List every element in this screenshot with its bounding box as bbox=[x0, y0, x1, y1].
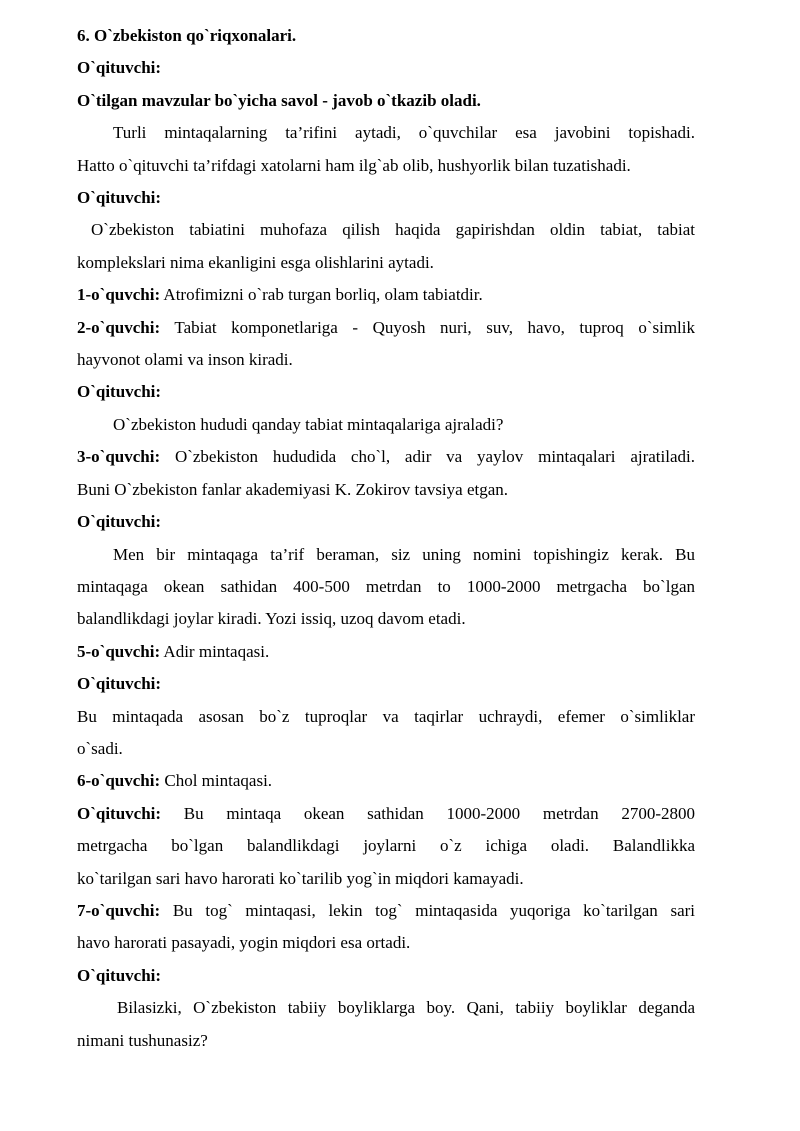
paragraph-line: nimani tushunasiz? bbox=[77, 1030, 208, 1050]
paragraph-line: metrgacha bo`lgan balandlikdagi joylarni o`z ichiga oladi. Balandlikka bbox=[77, 836, 695, 856]
student-label: 7-o`quvchi: bbox=[77, 900, 161, 920]
teacher-label: O`qituvchi: bbox=[77, 512, 162, 532]
teacher-label: O`qituvchi: bbox=[77, 58, 162, 78]
student-answer-7 bbox=[77, 895, 695, 927]
document-page bbox=[77, 20, 695, 1057]
answer-text: O`zbekiston hududida cho`l, adir va yaylov mintaqalari ajratiladi. bbox=[160, 447, 695, 467]
section-heading: 6. O`zbekiston qo`riqxonalari. bbox=[77, 26, 297, 45]
paragraph-line: Hatto o`qituvchi ta’rifdagi xatolarni ham ilg`ab olib, hushyorlik bilan tuzatishadi. bbox=[77, 155, 631, 175]
answer-text: Chol mintaqasi. bbox=[160, 771, 273, 791]
student-answer-2 bbox=[77, 312, 695, 344]
paragraph-line: hayvonot olami va inson kiradi. bbox=[77, 350, 293, 370]
student-answer-6 bbox=[77, 765, 695, 797]
question-line: O`zbekiston hududi qanday tabiat mintaqalariga ajraladi? bbox=[113, 414, 504, 434]
student-label: 1-o`quvchi: bbox=[77, 285, 161, 305]
paragraph-line: o`sadi. bbox=[77, 738, 123, 758]
teacher-statement bbox=[77, 798, 695, 830]
teacher-label: O`qituvchi: bbox=[77, 188, 162, 208]
answer-text: Atrofimizni o`rab turgan borliq, olam tabiatdir. bbox=[160, 285, 483, 305]
student-answer-1 bbox=[77, 279, 695, 311]
paragraph-line: komplekslari nima ekanligini esga olishlarini aytadi. bbox=[77, 252, 434, 272]
teacher-label: O`qituvchi: bbox=[77, 674, 162, 694]
answer-text: Bu tog` mintaqasi, lekin tog` mintaqasida yuqoriga ko`tarilgan sari bbox=[160, 900, 695, 920]
student-answer-5 bbox=[77, 636, 695, 668]
paragraph-line: Buni O`zbekiston fanlar akademiyasi K. Zokirov tavsiya etgan. bbox=[77, 479, 509, 499]
teacher-label: O`qituvchi: bbox=[77, 382, 162, 402]
teacher-label: O`qituvchi: bbox=[77, 965, 162, 985]
answer-text: Adir mintaqasi. bbox=[160, 641, 270, 661]
paragraph-line: havo harorati pasayadi, yogin miqdori esa ortadi. bbox=[77, 933, 411, 953]
paragraph-line: Bilasizki, O`zbekiston tabiiy boyliklarga boy. Qani, tabiiy boyliklar deganda bbox=[117, 998, 695, 1018]
teacher-label: O`qituvchi: bbox=[77, 803, 162, 823]
paragraph-line: Men bir mintaqaga ta’rif beraman, siz uning nomini topishingiz kerak. Bu bbox=[113, 544, 695, 564]
student-answer-3 bbox=[77, 441, 695, 473]
task-line: O`tilgan mavzular bo`yicha savol - javob o`tkazib oladi. bbox=[77, 90, 481, 110]
paragraph-line: Turli mintaqalarning ta’rifini aytadi, o`quvchilar esa javobini topishadi. bbox=[113, 123, 695, 143]
student-label: 6-o`quvchi: bbox=[77, 771, 161, 791]
student-label: 2-o`quvchi: bbox=[77, 317, 161, 337]
student-label: 5-o`quvchi: bbox=[77, 641, 161, 661]
paragraph-line: ko`tarilgan sari havo harorati ko`tarilib yog`in miqdori kamayadi. bbox=[77, 868, 524, 888]
paragraph-line: O`zbekiston tabiatini muhofaza qilish haqida gapirishdan oldin tabiat, tabiat bbox=[91, 220, 695, 240]
student-label: 3-o`quvchi: bbox=[77, 447, 161, 467]
answer-text: Tabiat komponetlariga - Quyosh nuri, suv, havo, tuproq o`simlik bbox=[160, 317, 695, 337]
paragraph-line: mintaqaga okean sathidan 400-500 metrdan to 1000-2000 metrgacha bo`lgan bbox=[77, 576, 695, 596]
paragraph-line: Bu mintaqada asosan bo`z tuproqlar va taqirlar uchraydi, efemer o`simliklar bbox=[77, 706, 695, 726]
statement-text: Bu mintaqa okean sathidan 1000-2000 metrdan 2700-2800 bbox=[161, 803, 695, 823]
paragraph-line: balandlikdagi joylar kiradi. Yozi issiq, uzoq davom etadi. bbox=[77, 609, 466, 629]
